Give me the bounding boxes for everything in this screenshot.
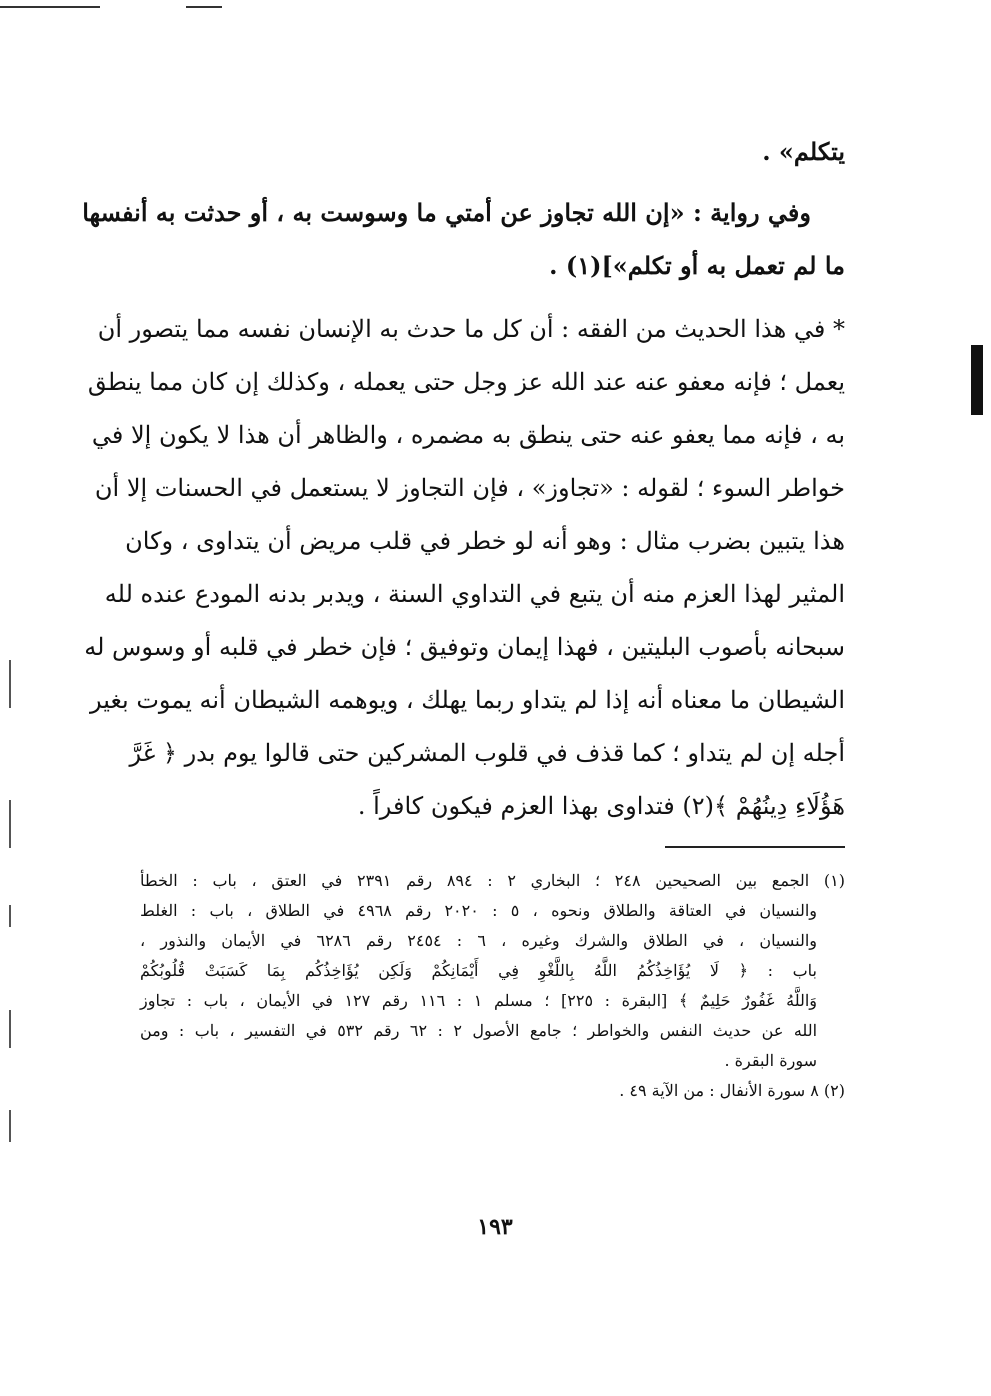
text-line: الشيطان ما معناه أنه إذا لم يتداو ربما يهلك ، ويوهمه الشيطان أنه يموت بغير xyxy=(89,686,845,714)
text-line: وفي رواية : «إن الله تجاوز عن أمتي ما وسوست به ، أو حدثت به أنفسها xyxy=(82,198,811,227)
text-line: يتكلم» . xyxy=(762,137,845,166)
text-line: * في هذا الحديث من الفقه : أن كل ما حدث به الإنسان نفسه مما يتصور أن xyxy=(97,315,845,343)
text-line: خواطر السوء ؛ لقوله : «تجاوز» ، فإن التجاوز لا يستعمل في الحسنات إلا أن xyxy=(94,474,845,502)
text-line: هذا يتبين بضرب مثال : وهو أنه لو خطر في قلب مريض أن يتداوى ، وكان xyxy=(125,527,845,555)
text-line: به ، فإنه مما يعفو عنه حتى ينطق به مضمره ، والظاهر أن هذا لا يكون إلا في xyxy=(91,421,845,449)
footnote-line: والنسيان في العتاقة والطلاق ونحوه ، ٥ : ٢٠٢٠ رقم ٤٩٦٨ في الطلاق ، باب : الغلط xyxy=(140,901,818,920)
scan-artifact-line xyxy=(186,6,222,8)
footnote-line: (١) الجمع بين الصحيحين ٢٤٨ ؛ البخاري ٢ : ٨٩٤ رقم ٢٣٩١ في العتق ، باب : الخطأ xyxy=(140,871,846,890)
scan-margin-tick xyxy=(9,1110,11,1142)
footnotes xyxy=(140,866,845,1106)
text-line: سبحانه بأصوب البليتين ، فهذا إيمان وتوفيق ؛ فإن خطر في قلبه أو وسوس له xyxy=(84,633,845,661)
footnote-line: باب : ﴿ لَا يُؤَاخِذُكُمُ اللَّهُ بِاللَّغْوِ فِي أَيْمَانِكُمْ وَلَكِن يُؤَاخِذُكُم بِمَا كَسَبَتْ قُلُوبُكُمْ xyxy=(140,961,818,980)
scan-margin-tick xyxy=(9,800,11,848)
paragraph-continuation xyxy=(140,125,845,178)
footnote-line: الله عن حديث النفس والخواطر ؛ جامع الأصول ٢ : ٦٢ رقم ٥٣٢ في التفسير ، باب : ومن xyxy=(140,1021,818,1040)
scan-margin-tick xyxy=(9,905,11,927)
text-line: المثير لهذا العزم منه أن يتبع في التداوي السنة ، ويدبر بدنه المودع عنده لله xyxy=(104,580,845,608)
text-line: أجله إن لم يتداو ؛ كما قذف في قلوب المشركين حتى قالوا يوم بدر ﴿ غَرَّ xyxy=(129,739,845,767)
footnote-line: سورة البقرة . xyxy=(724,1051,817,1070)
footnote-line: (٢) ٨ سورة الأنفال : من الآية ٤٩ . xyxy=(619,1081,845,1100)
footnote-line: وَاللَّهُ غَفُورٌ حَلِيمٌ ﴾ [البقرة : ٢٢٥] ؛ مسلم ١ : ١١٦ رقم ١٢٧ في الأيمان ، باب : تجاوز xyxy=(140,991,818,1010)
footnote-line: والنسيان ، في الطلاق والشرك وغيره ، ٦ : ٢٤٥٤ رقم ٦٢٨٦ في الأيمان والنذور ، xyxy=(140,931,818,950)
text-line: هَؤُلَاءِ دِينُهُمْ ﴾(٢) فتداوى بهذا العزم فيكون كافراً . xyxy=(357,792,845,820)
text-line: يعمل ؛ فإنه معفو عنه عند الله عز وجل حتى يعمله ، وكذلك إن كان مما ينطق xyxy=(87,368,845,396)
footnote-separator xyxy=(665,846,845,848)
paragraph-commentary xyxy=(84,303,845,833)
scan-margin-tick xyxy=(9,1010,11,1048)
scan-artifact-line xyxy=(0,6,100,8)
paragraph-narration xyxy=(82,186,845,292)
scan-edge-mark xyxy=(971,345,983,415)
text-line: ما لم تعمل به أو تكلم»](١) . xyxy=(549,251,845,280)
page-number: ١٩٣ xyxy=(477,1214,513,1240)
scan-margin-tick xyxy=(9,660,11,708)
